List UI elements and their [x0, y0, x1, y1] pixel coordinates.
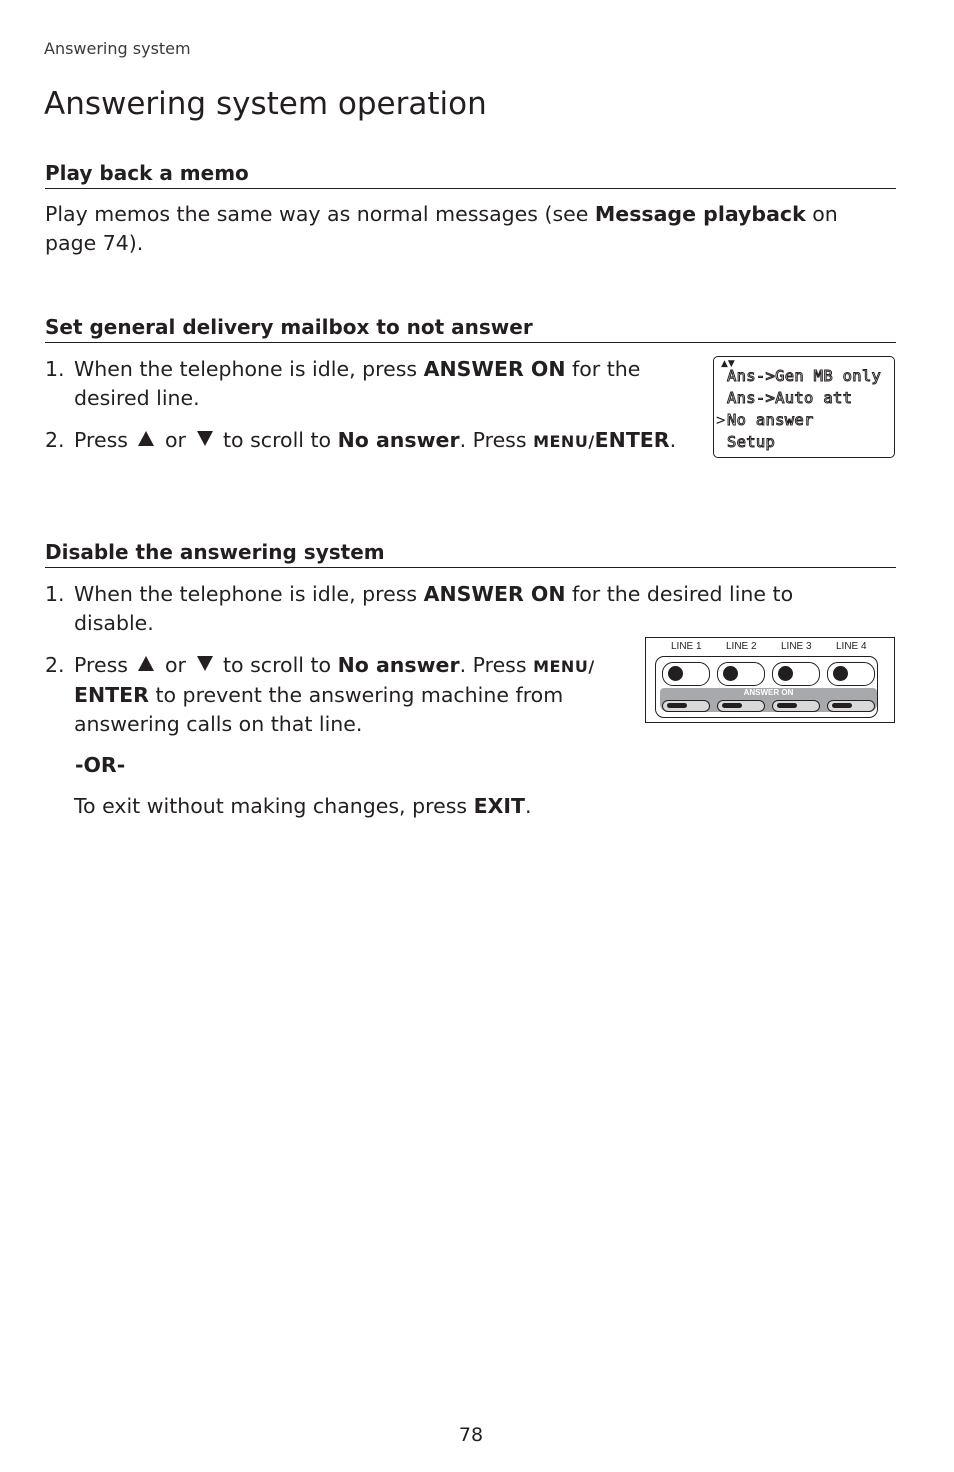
line-keys-panel: [645, 637, 895, 723]
key-dot-icon: [668, 666, 683, 681]
down-arrow-icon: [197, 656, 213, 671]
text-fragment: . Press: [459, 653, 534, 677]
answer-on-key-3: [772, 700, 820, 712]
step-number: 2.: [45, 428, 65, 452]
step-number: 1.: [45, 357, 65, 381]
text-fragment: Play memos the same way as normal messages (see: [45, 202, 595, 226]
lcd-cursor: >: [716, 411, 726, 429]
lcd-screen: [713, 356, 895, 458]
running-head: Answering system: [44, 39, 191, 58]
page-number: 78: [458, 1424, 484, 1446]
disable-step-1: [45, 580, 865, 638]
text-fragment: When the telephone is idle, press: [74, 582, 424, 606]
key-dot-icon: [833, 666, 848, 681]
text-fragment: on page 74).: [45, 202, 838, 255]
line-label: LINE 4: [836, 641, 867, 652]
exit-key: EXIT: [473, 794, 525, 818]
menu-key: MENU/: [533, 432, 595, 451]
answer-on-key-2: [717, 700, 765, 712]
general-delivery-step-1: [45, 355, 695, 413]
text-fragment: To exit without making changes, press: [74, 794, 474, 818]
text-fragment: for the desired line.: [74, 357, 641, 410]
down-arrow-icon: [197, 431, 213, 446]
or-separator: [45, 751, 125, 780]
lcd-line: Ans->Gen MB only: [727, 367, 882, 385]
text-fragment: or: [158, 653, 193, 677]
line-2-key: [717, 662, 765, 686]
text-fragment: .: [669, 428, 677, 452]
key-bar-icon: [722, 703, 742, 708]
disable-step-2: [45, 651, 635, 739]
answer-on-key-1: [662, 700, 710, 712]
text-fragment: or: [158, 428, 193, 452]
text-fragment: . Press: [459, 428, 534, 452]
step-number: 1.: [45, 582, 65, 606]
up-arrow-icon: [138, 431, 154, 446]
lcd-line: Setup: [727, 433, 776, 451]
section-heading-disable: Disable the answering system: [45, 540, 896, 568]
key-bar-icon: [832, 703, 852, 708]
lcd-line: Ans->Auto att: [727, 389, 853, 407]
step-number: 2.: [45, 653, 65, 677]
line-label: LINE 1: [671, 641, 702, 652]
general-delivery-step-2: [45, 426, 725, 456]
line-4-key: [827, 662, 875, 686]
enter-key: ENTER: [74, 683, 149, 707]
scroll-arrows-icon: ▲▼: [721, 359, 735, 369]
up-arrow-icon: [138, 656, 154, 671]
lcd-line-selected: No answer: [727, 411, 814, 429]
text-fragment: Press: [74, 653, 135, 677]
enter-key: ENTER: [594, 428, 670, 452]
answer-on-key: ANSWER ON: [423, 582, 566, 606]
answer-on-label: ANSWER ON: [743, 688, 794, 697]
line-1-key: [662, 662, 710, 686]
answer-on-key: ANSWER ON: [423, 357, 566, 381]
section-heading-general-delivery: Set general delivery mailbox to not answer: [45, 315, 896, 343]
key-bar-icon: [777, 703, 797, 708]
text-fragment: to scroll to: [216, 653, 338, 677]
section-heading-play-back-memo: Play back a memo: [45, 161, 896, 189]
message-playback-reference: Message playback: [594, 202, 806, 226]
text-fragment: for the desired line to disable.: [74, 582, 794, 635]
no-answer-option: No answer: [337, 653, 460, 677]
text-fragment: to scroll to: [216, 428, 338, 452]
line-3-key: [772, 662, 820, 686]
no-answer-option: No answer: [337, 428, 460, 452]
or-label: -OR-: [75, 753, 126, 777]
line-label: LINE 2: [726, 641, 757, 652]
text-fragment: .: [525, 794, 532, 818]
key-dot-icon: [723, 666, 738, 681]
text-fragment: When the telephone is idle, press: [74, 357, 424, 381]
exit-instruction: [45, 792, 745, 821]
page-title: Answering system operation: [44, 86, 487, 122]
menu-key: MENU/: [533, 657, 595, 676]
key-dot-icon: [778, 666, 793, 681]
play-back-memo-text: [45, 200, 895, 258]
key-bar-icon: [667, 703, 687, 708]
answer-on-key-4: [827, 700, 875, 712]
line-label: LINE 3: [781, 641, 812, 652]
text-fragment: to prevent the answering machine from answering calls on that line.: [74, 683, 564, 736]
text-fragment: Press: [74, 428, 135, 452]
